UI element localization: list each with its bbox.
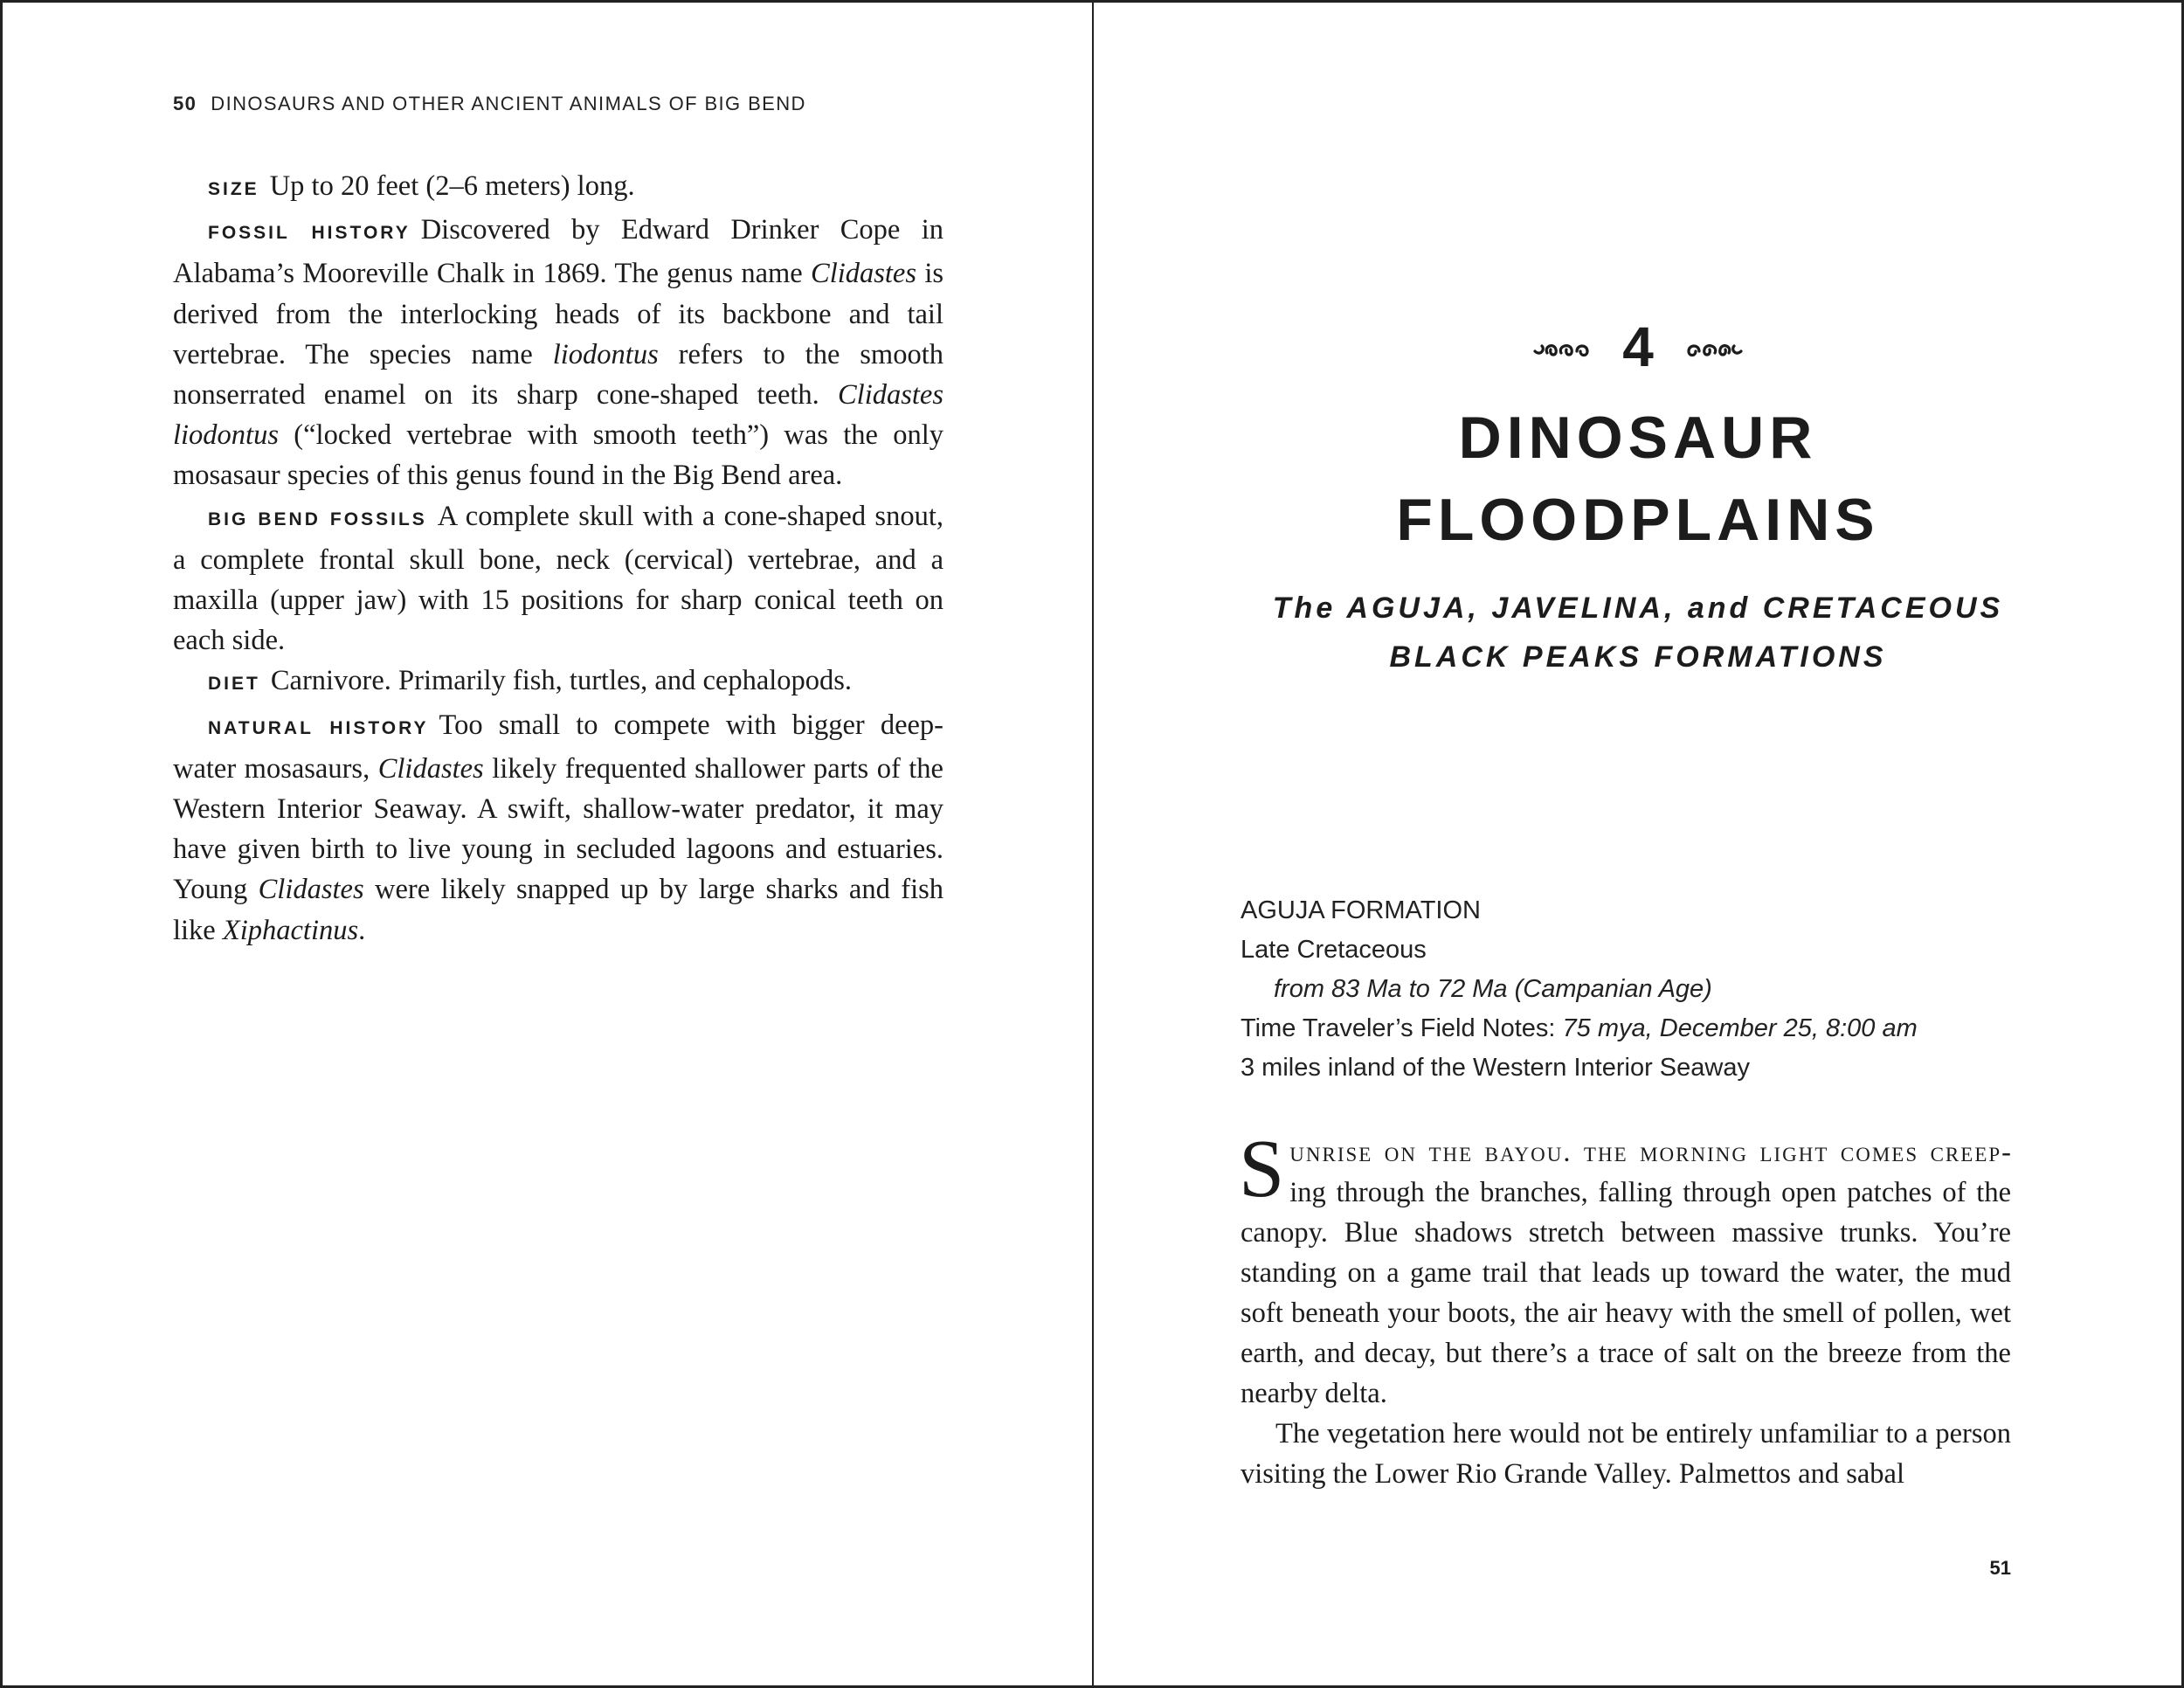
opening-small-caps: unrise on the bayou. the morning light comes creep — [1289, 1137, 2002, 1168]
field-notes-value: 75 mya, December 25, 8:00 am — [1562, 1014, 1918, 1042]
genus-name: Clidastes — [377, 752, 484, 785]
chapter-opener — [1092, 315, 2184, 681]
genus-name: Clidastes — [811, 258, 917, 290]
formation-range: from 83 Ma to 72 Ma (Campanian Age) — [1274, 975, 1712, 1003]
fossil-history-label: FOSSIL HISTORY — [208, 223, 411, 244]
field-notes-label: Time Traveler’s Field Notes: — [1241, 1014, 1556, 1042]
species-entry — [173, 166, 943, 951]
fossil-history-text-4: (“locked vertebrae with smooth teeth”) was the only mosasaur species of this genus found in the Big Bend area. — [173, 419, 943, 492]
natural-history-paragraph — [173, 705, 943, 951]
diet-paragraph — [173, 661, 943, 704]
formation-period: Late Cretaceous — [1241, 936, 1427, 964]
chapter-subtitle-line-2: BLACK PEAKS FORMATIONS — [1389, 640, 1887, 674]
natural-history-text-1: Too small to compete with bigger deep-water mosasaurs, — [173, 709, 944, 785]
left-flourish-icon — [1531, 334, 1593, 360]
chapter-title — [1092, 397, 2184, 561]
fossil-history-text-1: Discovered by Edward Drinker Cope in Alabama’s Mooreville Chalk in 1869. The genus name — [173, 214, 943, 290]
formation-name: AGUJA FORMATION — [1241, 896, 1481, 924]
natural-history-text-4: . — [358, 914, 366, 946]
narrative-text — [1239, 1124, 2011, 1494]
natural-history-text-3: were likely snapped up by large sharks and fish like — [173, 874, 943, 946]
species-name: liodontus — [552, 338, 659, 370]
chapter-number-row — [1092, 315, 2184, 379]
running-head — [173, 93, 806, 115]
size-paragraph — [173, 166, 943, 210]
chapter-title-line-1: DINOSAUR — [1458, 405, 1818, 471]
natural-history-label: NATURAL HISTORY — [208, 717, 429, 738]
narrative-paragraph-2: The vegetation here would not be entirely unfamiliar to a person visiting the Lower Rio Grande Valley. Palmettos and sabal — [1241, 1418, 2011, 1490]
fossil-history-paragraph — [173, 210, 943, 495]
chapter-subtitle-line-1: The AGUJA, JAVELINA, and CRETACEOUS — [1272, 591, 2004, 625]
field-notes — [1241, 1009, 2027, 1048]
formation-location: 3 miles inland of the Western Interior Seaway — [1241, 1054, 1750, 1082]
right-flourish-icon — [1683, 334, 1745, 360]
narrative-paragraph-1: Sunrise on the bayou. the morning light comes creep-ing through the branches, falling through open patches of the canopy. Blue shadows stretch between massive trunks. You’re standing on a game trail that leads up toward the water, the mud soft beneath your boots, the air heavy with the smell of pollen, wet earth, and decay, but there’s a trace of salt on the breeze from the nearby delta. — [1239, 1124, 2011, 1409]
left-page-number: 50 — [173, 93, 197, 114]
narrative-paragraph-1-text: ing through the branches, falling through open patches of the canopy. Blue shadows stretch between massive trunks. You’re standing on a game trail that leads up toward the water, the mud soft beneath your boots, the air heavy with the smell of pollen, wet earth, and decay, but there’s a trace of salt on the breeze from the nearby delta. — [1241, 1177, 2011, 1409]
natural-history-text-2: likely frequented shallower parts of the Western Interior Seaway. A swift, shallow-water predator, it may have given birth to live young in secluded lagoons and estuaries. Young — [173, 752, 943, 906]
diet-label: DIET — [208, 674, 260, 695]
size-label: SIZE — [208, 179, 259, 199]
chapter-number: 4 — [1622, 315, 1654, 378]
diet-text: Carnivore. Primarily fish, turtles, and cephalopods. — [270, 665, 853, 697]
formation-info — [1241, 891, 2027, 1088]
fossil-history-text-3: refers to the smooth nonserrated enamel on its sharp cone-shaped teeth. — [173, 338, 943, 412]
drop-cap: S — [1239, 1124, 1285, 1214]
genus-name: Xiphactinus — [222, 914, 359, 946]
big-bend-fossils-label: BIG BEND FOSSILS — [208, 508, 427, 529]
size-text: Up to 20 feet (2–6 meters) long. — [269, 170, 635, 202]
chapter-subtitle — [1092, 584, 2184, 681]
fossil-history-text-2: is derived from the interlocking heads of its backbone and tail vertebrae. The species name — [173, 258, 943, 370]
big-bend-fossils-text: A complete skull with a cone-shaped snout, a complete frontal skull bone, neck (cervical) vertebrae, and a maxilla (upper jaw) with 15 positions for sharp conical teeth on each side. — [173, 500, 943, 657]
running-head-title: DINOSAURS AND OTHER ANCIENT ANIMALS OF BIG BEND — [211, 93, 806, 114]
chapter-title-line-2: FLOODPLAINS — [1396, 487, 1880, 553]
right-page-number: 51 — [1989, 1557, 2011, 1579]
binomial-name: Clidastes liodontus — [173, 379, 943, 452]
big-bend-fossils-paragraph — [173, 496, 943, 661]
genus-name: Clidastes — [258, 874, 364, 906]
